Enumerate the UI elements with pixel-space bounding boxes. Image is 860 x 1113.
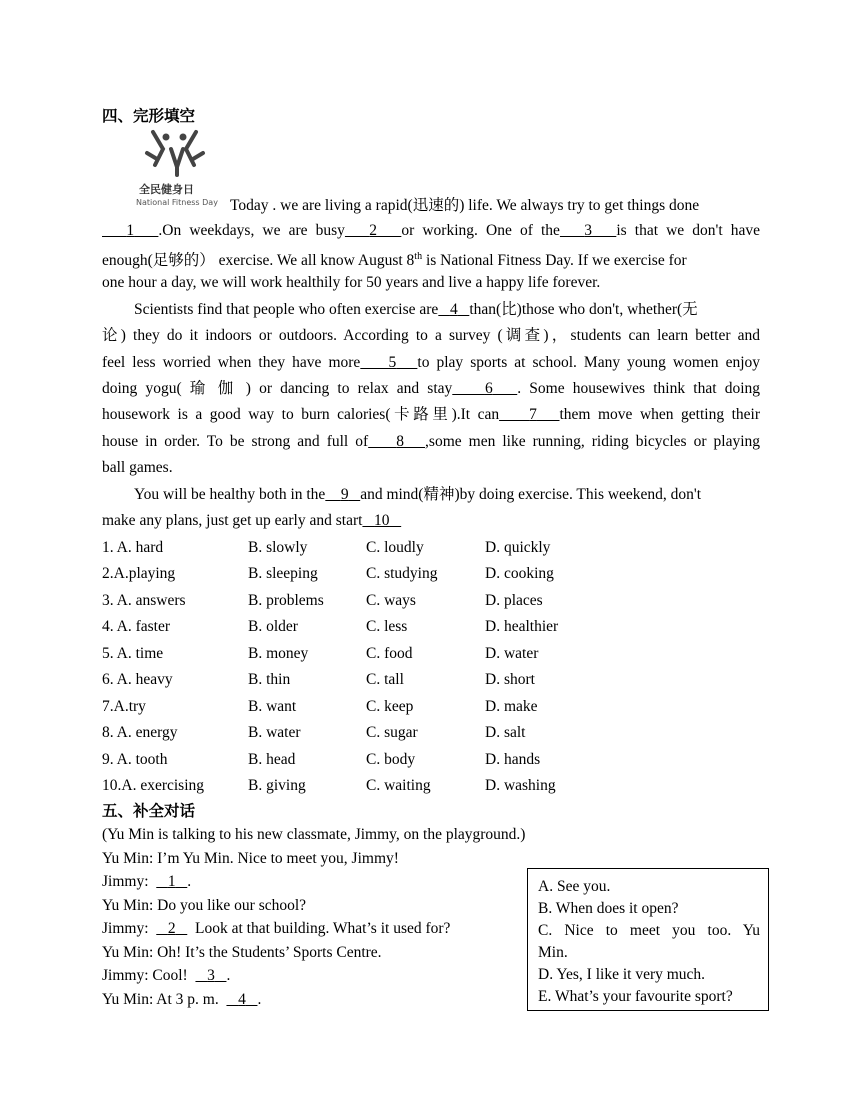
option-10c: C. waiting <box>366 777 431 794</box>
option-1b: B. slowly <box>248 539 308 556</box>
section4-title: 四、完形填空 <box>102 107 196 125</box>
option-10b: B. giving <box>248 777 306 794</box>
dialogue-blank-1: 1 <box>167 873 176 890</box>
option-5b: B. money <box>248 645 309 662</box>
choice-a: A. See you. <box>538 878 611 895</box>
dialogue-choices-box <box>527 868 769 1011</box>
blank-9: 9 <box>340 486 349 503</box>
dialogue-blank-2: 2 <box>167 920 176 937</box>
option-8c: C. sugar <box>366 724 418 741</box>
blank-5: 5 <box>388 354 397 371</box>
section5-title: 五、补全对话 <box>102 802 196 820</box>
p2-line2: 论) they do it indoors or outdoors. According to a survey (调查)，students can learn better and <box>102 327 760 344</box>
dialogue-line-5: Yu Min: Oh! It’s the Students’ Sports Centre. <box>102 944 382 961</box>
p2-line7: ball games. <box>102 459 173 476</box>
blank-8: 8 <box>396 433 404 450</box>
dialogue-line-3: Yu Min: Do you like our school? <box>102 897 307 914</box>
blank-6: 6 <box>484 380 493 397</box>
dialogue-line-6: Jimmy: Cool! 3 . <box>102 967 231 984</box>
option-4d: D. healthier <box>485 618 559 635</box>
option-3a: 3. A. answers <box>102 592 186 609</box>
option-10d: D. washing <box>485 777 556 794</box>
option-6d: D. short <box>485 671 535 688</box>
p3-line1: You will be healthy both in the 9 and mind(精神)by doing exercise. This weekend, don't <box>134 486 702 503</box>
option-7a: 7.A.try <box>102 698 146 715</box>
blank-1: 1 <box>126 222 135 239</box>
option-5d: D. water <box>485 645 539 662</box>
option-6a: 6. A. heavy <box>102 671 173 688</box>
national-fitness-day-logo <box>133 127 225 209</box>
p1-line3: enough(足够的） exercise. We all know August 8th is National Fitness Day. If we exercise for <box>102 251 687 270</box>
option-1a: 1. A. hard <box>102 539 164 556</box>
option-5c: C. food <box>366 645 413 662</box>
blank-2: 2 <box>369 222 378 239</box>
option-2b: B. sleeping <box>248 565 318 582</box>
option-1c: C. loudly <box>366 539 424 556</box>
option-2c: C. studying <box>366 565 438 582</box>
blank-3: 3 <box>584 222 592 239</box>
p2-line6: house in order. To be strong and full of 8 ,some men like running, riding bicycles or playing <box>102 433 761 450</box>
p2-line5: housework is a good way to burn calories(卡路里).It can 7 them move when getting their <box>102 406 761 423</box>
option-3b: B. problems <box>248 592 324 609</box>
p2-line1: Scientists find that people who often exercise are 4 than(比)those who don't, whether(无 <box>134 301 698 318</box>
option-3d: D. places <box>485 592 543 609</box>
p3-line2: make any plans, just get up early and start 10 <box>102 511 760 531</box>
option-3c: C. ways <box>366 592 416 609</box>
dialogue-line-2: Jimmy: 1 . <box>102 873 192 890</box>
p2-line4: doing yogu( 瑜 伽 ) or dancing to relax and stay 6 . Some housewives think that doing <box>102 380 761 397</box>
fitness-figures-icon <box>133 127 225 209</box>
p2-line3: feel less worried when they have more 5 to play sports at school. Many young women enjoy <box>102 354 761 371</box>
option-1d: D. quickly <box>485 539 551 556</box>
choice-d: D. Yes, I like it very much. <box>538 966 706 983</box>
choice-e: E. What’s your favourite sport? <box>538 988 733 1005</box>
dialogue-line-1: Yu Min: I’m Yu Min. Nice to meet you, Jimmy! <box>102 850 399 867</box>
option-9c: C. body <box>366 751 416 768</box>
dialogue-blank-3: 3 <box>207 967 215 984</box>
p1-line2: 1 .On weekdays, we are busy 2 or working. One of the 3 is that we don't have <box>102 221 760 241</box>
logo-cn-text: 全民健身日 <box>139 183 194 196</box>
blank-4: 4 <box>449 301 458 318</box>
dialogue-line-7: Yu Min: At 3 p. m. 4 . <box>102 991 262 1008</box>
option-4b: B. older <box>248 618 298 635</box>
option-10a: 10.A. exercising <box>102 777 205 794</box>
choice-c-line1: C. Nice to meet you too. Yu <box>538 922 760 939</box>
option-8b: B. water <box>248 724 301 741</box>
dialogue-intro: (Yu Min is talking to his new classmate, Jimmy, on the playground.) <box>102 826 526 843</box>
option-2a: 2.A.playing <box>102 565 176 582</box>
choice-c-line2: Min. <box>538 944 568 961</box>
option-7d: D. make <box>485 698 538 715</box>
option-4a: 4. A. faster <box>102 618 171 635</box>
option-2d: D. cooking <box>485 565 554 582</box>
blank-10: 10 <box>374 512 390 529</box>
logo-en-text: National Fitness Day <box>136 198 218 207</box>
option-8d: D. salt <box>485 724 526 741</box>
option-9d: D. hands <box>485 751 541 768</box>
p1-line4: one hour a day, we will work healthily for 50 years and live a happy life forever. <box>102 274 601 291</box>
dialogue-blank-4: 4 <box>238 991 246 1008</box>
option-9a: 9. A. tooth <box>102 751 168 768</box>
choice-b: B. When does it open? <box>538 900 679 917</box>
option-6c: C. tall <box>366 671 404 688</box>
blank-7: 7 <box>529 406 537 423</box>
option-7b: B. want <box>248 698 297 715</box>
dialogue-line-4: Jimmy: 2 Look at that building. What’s it used for? <box>102 920 451 937</box>
option-7c: C. keep <box>366 698 414 715</box>
option-6b: B. thin <box>248 671 291 688</box>
p1-line1: Today . we are living a rapid(迅速的) life. We always try to get things done <box>230 197 700 214</box>
option-8a: 8. A. energy <box>102 724 178 741</box>
option-4c: C. less <box>366 618 408 635</box>
option-9b: B. head <box>248 751 296 768</box>
option-5a: 5. A. time <box>102 645 164 662</box>
